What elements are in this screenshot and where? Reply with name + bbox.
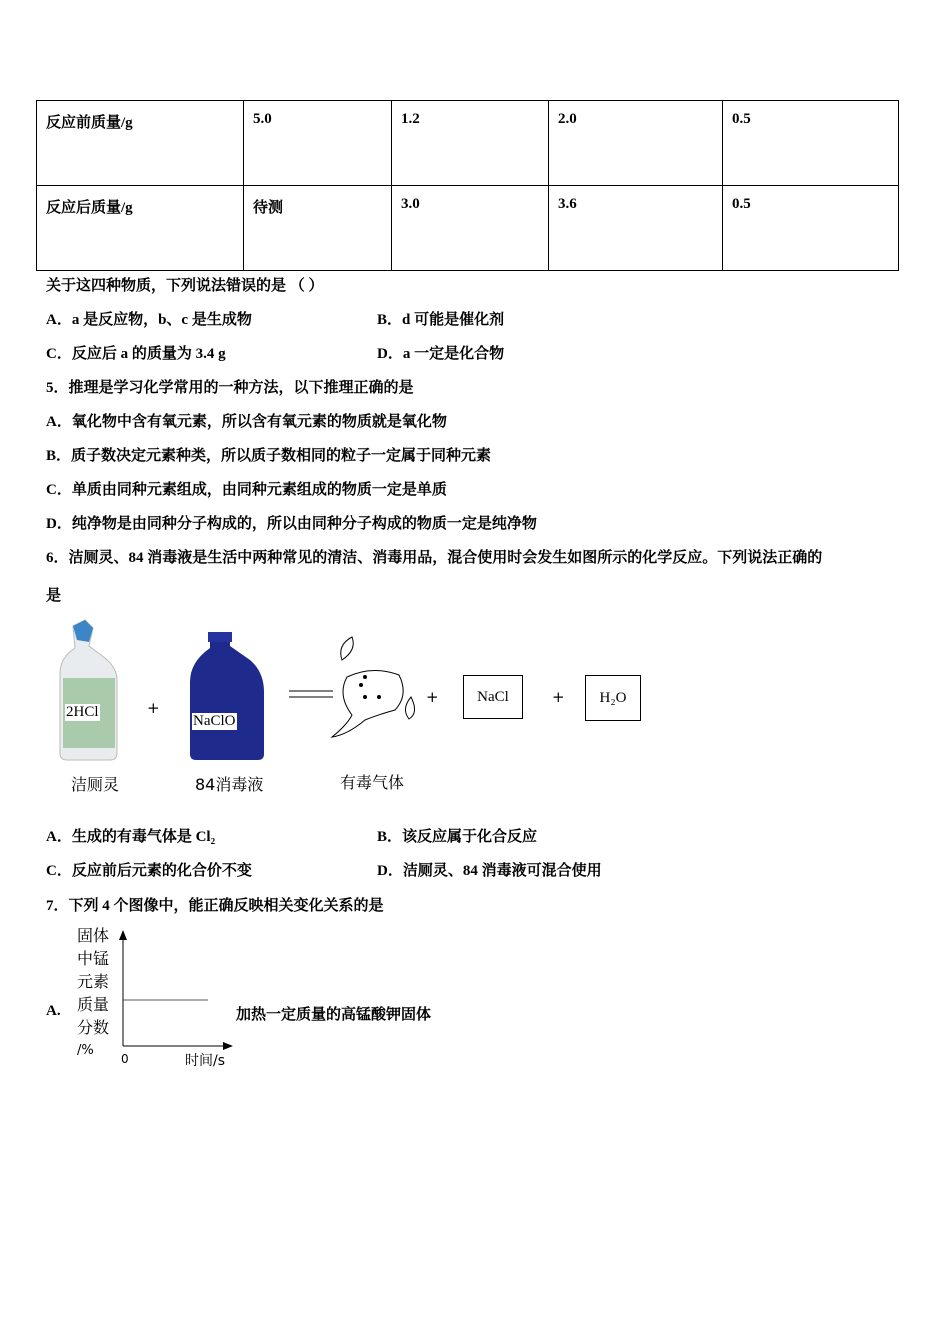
q5-option-b: B．质子数决定元素种类，所以质子数相同的粒子一定属于同种元素	[46, 448, 492, 464]
q4-option-d: D．a 一定是化合物	[377, 346, 505, 362]
toilet-cleaner-bottle-image	[55, 618, 125, 763]
q6-option-d: D．洁厕灵、84 消毒液可混合使用	[377, 863, 602, 879]
q7-stem: 7．下列 4 个图像中，能正确反映相关变化关系的是	[46, 898, 384, 914]
cell: 0.5	[723, 101, 899, 186]
x-axis-label: 时间/s	[185, 1053, 226, 1069]
q6-option-a: A．生成的有毒气体是 Cl₂	[46, 829, 216, 845]
caption-bleach: 84消毒液	[195, 775, 264, 794]
q5-option-c: C．单质由同种元素组成，由同种元素组成的物质一定是单质	[46, 482, 447, 498]
q4-stem: 关于这四种物质，下列说法错误的是 （ ）	[46, 278, 324, 294]
mass-table	[36, 100, 899, 271]
y-axis-label	[77, 924, 113, 1062]
y-label-line: 质量	[77, 995, 110, 1014]
option-label: A.	[46, 1003, 61, 1019]
row-label: 反应前质量/g	[37, 101, 244, 186]
x-arrow	[223, 1042, 233, 1050]
cell: 0.5	[723, 186, 899, 271]
q5-option-a: A．氧化物中含有氧元素，所以含有氧元素的物质就是氧化物	[46, 414, 447, 430]
cell: 3.6	[549, 186, 723, 271]
plus-sign: +	[147, 699, 160, 717]
q6-stem: 6．洁厕灵、84 消毒液是生活中两种常见的清洁、消毒用品，混合使用时会发生如图所示的化学反应。下列说法正确的	[46, 550, 823, 566]
option-a-description: 加热一定质量的高锰酸钾固体	[236, 1007, 432, 1023]
row-label: 反应后质量/g	[37, 186, 244, 271]
y-label-line: /%	[77, 1043, 94, 1058]
q4-option-b: B．d 可能是催化剂	[377, 312, 505, 328]
table-row	[37, 186, 899, 271]
q4-option-c: C．反应后 a 的质量为 3.4 g	[46, 346, 226, 362]
cell: 2.0	[549, 101, 723, 186]
cell: 3.0	[392, 186, 549, 271]
q5-stem: 5．推理是学习化学常用的一种方法，以下推理正确的是	[46, 380, 414, 396]
y-label-line: 中锰	[77, 949, 110, 968]
plus-sign: +	[552, 688, 565, 706]
bleach-bottle-image	[188, 632, 268, 762]
y-label-line: 固体	[77, 926, 110, 945]
q4-option-a: A．a 是反应物，b、c 是生成物	[46, 312, 252, 328]
origin-label: 0	[121, 1052, 129, 1066]
caption-toilet-cleaner: 洁厕灵	[71, 775, 120, 794]
q6-stem-cont: 是	[46, 588, 62, 604]
h2o-box: H₂O	[585, 675, 641, 721]
cell: 待测	[244, 186, 392, 271]
y-label-line: 元素	[77, 972, 110, 991]
caption-toxic-gas: 有毒气体	[340, 773, 405, 792]
naclo-label: NaClO	[193, 713, 236, 729]
q6-option-b: B．该反应属于化合反应	[377, 829, 538, 845]
y-arrow	[119, 930, 127, 940]
hcl-label: 2HCl	[66, 704, 99, 720]
table-row	[37, 101, 899, 186]
nacl-box: NaCl	[463, 675, 523, 719]
q5-option-d: D．纯净物是由同种分子构成的，所以由同种分子构成的物质一定是纯净物	[46, 516, 537, 532]
cell: 1.2	[392, 101, 549, 186]
y-label-line: 分数	[77, 1018, 110, 1037]
cell: 5.0	[244, 101, 392, 186]
toxic-gas-drawing	[287, 635, 422, 745]
plus-sign: +	[426, 688, 439, 706]
axes	[115, 930, 235, 1052]
q6-option-c: C．反应前后元素的化合价不变	[46, 863, 252, 879]
